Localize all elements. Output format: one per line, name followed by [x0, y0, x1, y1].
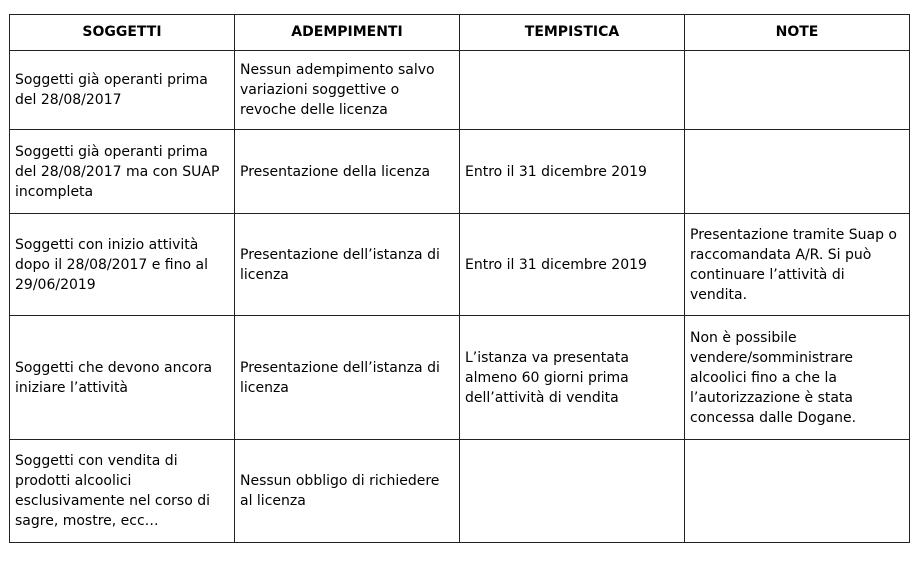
cell-soggetti: Soggetti con vendita di prodotti alcoolici esclusivamente nel corso di sagre, mostre, ecc…	[10, 440, 235, 543]
header-row	[10, 15, 910, 51]
header-adempimenti: ADEMPIMENTI	[235, 15, 460, 51]
header-soggetti: SOGGETTI	[10, 15, 235, 51]
cell-soggetti: Soggetti con inizio attività dopo il 28/08/2017 e fino al 29/06/2019	[10, 214, 235, 316]
cell-adempimenti: Nessun adempimento salvo variazioni soggettive o revoche delle licenza	[235, 51, 460, 130]
cell-note	[685, 51, 910, 130]
table-row	[10, 130, 910, 214]
cell-soggetti: Soggetti già operanti prima del 28/08/2017 ma con SUAP incompleta	[10, 130, 235, 214]
header-tempistica: TEMPISTICA	[460, 15, 685, 51]
cell-adempimenti: Presentazione dell’istanza di licenza	[235, 316, 460, 440]
cell-tempistica	[460, 51, 685, 130]
cell-note	[685, 130, 910, 214]
table-row	[10, 316, 910, 440]
cell-adempimenti: Presentazione dell’istanza di licenza	[235, 214, 460, 316]
cell-note: Non è possibile vendere/somministrare alcoolici fino a che la l’autorizzazione è stata concessa dalle Dogane.	[685, 316, 910, 440]
cell-tempistica: L’istanza va presentata almeno 60 giorni prima dell’attività di vendita	[460, 316, 685, 440]
cell-adempimenti: Presentazione della licenza	[235, 130, 460, 214]
obligations-table	[9, 14, 910, 543]
table-row	[10, 51, 910, 130]
cell-tempistica: Entro il 31 dicembre 2019	[460, 214, 685, 316]
cell-adempimenti: Nessun obbligo di richiedere al licenza	[235, 440, 460, 543]
cell-note	[685, 440, 910, 543]
cell-tempistica: Entro il 31 dicembre 2019	[460, 130, 685, 214]
table-row	[10, 214, 910, 316]
cell-soggetti: Soggetti che devono ancora iniziare l’attività	[10, 316, 235, 440]
cell-note: Presentazione tramite Suap o raccomandata A/R. Si può continuare l’attività di vendita.	[685, 214, 910, 316]
cell-tempistica	[460, 440, 685, 543]
table-row	[10, 440, 910, 543]
cell-soggetti: Soggetti già operanti prima del 28/08/2017	[10, 51, 235, 130]
header-note: NOTE	[685, 15, 910, 51]
